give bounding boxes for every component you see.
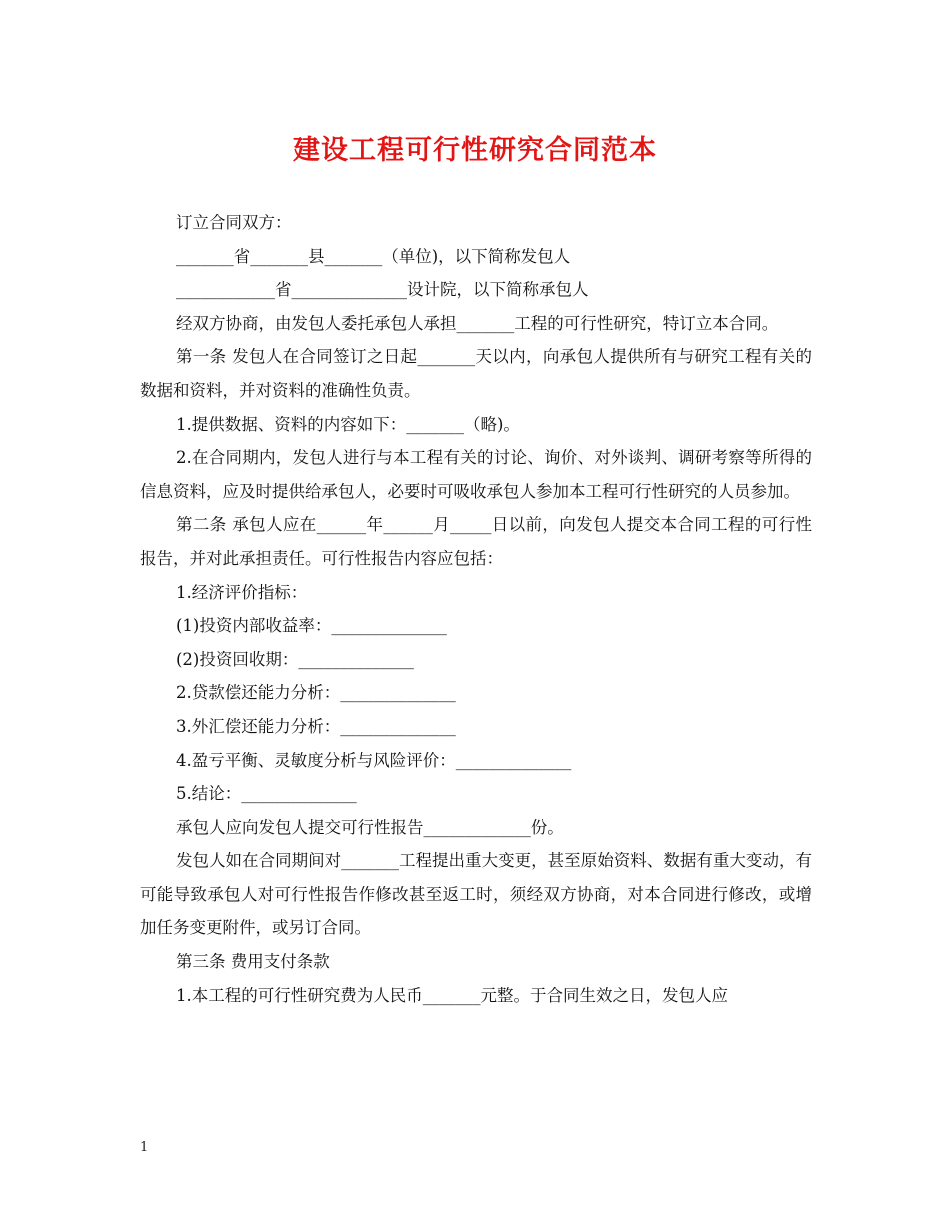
page-number: 1: [140, 1140, 149, 1155]
paragraph: (2)投资回收期：______________: [175, 649, 414, 669]
paragraph: 1.本工程的可行性研究费为人民币_______元整。于合同生效之日，发包人应: [175, 985, 728, 1005]
paragraph: 5.结论：______________: [175, 784, 357, 804]
paragraph: (1)投资内部收益率：______________: [175, 616, 447, 636]
paragraph: 订立合同双方：: [175, 213, 292, 232]
paragraph: 2.在合同期内，发包人进行与本工程有关的讨论、询价、对外谈判、调研考察等所得的信息资料，应及时提供给承包人，必要时可吸收承包人参加本工程可行性研究的人员参加。: [140, 448, 812, 501]
paragraph: 经双方协商，由发包人委托承包人承担_______工程的可行性研究，特订立本合同。: [175, 313, 779, 333]
document-body: [140, 206, 812, 1012]
paragraph: 承包人应向发包人提交可行性报告_____________份。: [175, 817, 564, 837]
paragraph: 4.盈亏平衡、灵敏度分析与风险评价：______________: [175, 750, 572, 770]
paragraph: 第三条 费用支付条款: [175, 952, 330, 972]
paragraph: 1.提供数据、资料的内容如下：_______（略)。: [175, 414, 520, 434]
paragraph: 第二条 承包人应在______年______月_____日以前，向发包人提交本合同工程的可行性报告，并对此承担责任。可行性报告内容应包括：: [140, 515, 812, 568]
paragraph: ____________省______________设计院，以下简称承包人: [175, 280, 589, 300]
paragraph: 发包人如在合同期间对_______工程提出重大变更，甚至原始资料、数据有重大变动，有可能导致承包人对可行性报告作修改甚至返工时，须经双方协商，对本合同进行修改，或增加任务变更附件，或另订合同。: [140, 851, 812, 938]
paragraph: 第一条 发包人在合同签订之日起_______天以内，向承包人提供所有与研究工程有关的数据和资料，并对资料的准确性负责。: [140, 347, 812, 400]
paragraph: _______省_______县_______（单位)，以下简称发包人: [175, 246, 571, 266]
paragraph: 2.贷款偿还能力分析：______________: [175, 683, 456, 703]
document-title: 建设工程可行性研究合同范本: [293, 135, 657, 166]
paragraph: 3.外汇偿还能力分析：______________: [175, 716, 456, 736]
paragraph: 1.经济评价指标：: [175, 582, 308, 602]
